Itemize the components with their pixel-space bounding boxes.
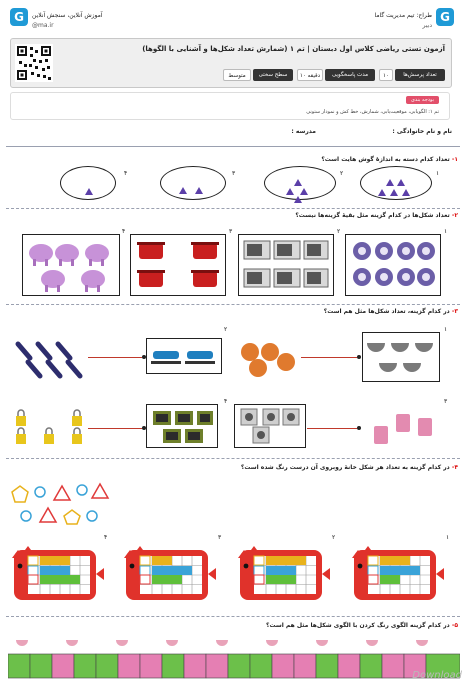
q3-option-4-number: ۴	[224, 398, 228, 405]
info-box	[10, 92, 450, 120]
site-url[interactable]: @ma.ir	[32, 22, 54, 29]
question-5-number: ۵-	[451, 622, 458, 629]
q4-option-1-number: ۱	[446, 534, 450, 541]
teddy-bear-icon	[236, 338, 300, 378]
difficulty-label: سطح سختی	[253, 69, 293, 81]
connector-line	[88, 428, 142, 429]
q2-option-4-number: ۴	[122, 228, 126, 235]
exam-title: آزمون تستی ریاضی کلاس اول دبستان | تم ۱ (شمارش تعداد شکل‌ها و آشنایی با الگوها)	[142, 45, 445, 53]
q1-option-3-number: ۳	[232, 170, 236, 177]
q3-option-1-right[interactable]	[362, 332, 440, 382]
divider	[6, 458, 460, 459]
q1-option-4[interactable]	[60, 166, 116, 200]
flashlight-icon	[12, 336, 86, 382]
question-2	[295, 212, 458, 220]
q1-option-2[interactable]	[264, 166, 336, 200]
watermark: Download	[412, 670, 462, 681]
question-4-number: ۴-	[451, 464, 458, 471]
bowl-icon	[363, 333, 439, 381]
divider	[6, 146, 460, 147]
questions-count-label: تعداد پرسش‌ها	[395, 69, 445, 81]
q3-option-4-left[interactable]	[10, 404, 88, 448]
question-1-number: ۱-	[451, 156, 458, 163]
question-5-text: در کدام گزینه الگوی رنگ کردن با الگوی شکل‌ها مثل هم است؟	[266, 622, 450, 629]
q1-option-3[interactable]	[160, 166, 226, 200]
q2-option-1-number: ۱	[444, 228, 448, 235]
q4-answer-grids	[8, 544, 460, 606]
q4-option-3-number: ۳	[218, 534, 222, 541]
question-1-text: تعداد کدام دسته به اندازهٔ گوش هایت است؟	[321, 156, 450, 163]
question-4-text: در کدام گزینه به تعداد هر شکل خانهٔ روبروی آن درست رنگ شده است؟	[240, 464, 450, 471]
q2-option-2[interactable]	[238, 234, 334, 296]
q2-option-2-number: ۲	[337, 228, 341, 235]
designer-sub: دبیر	[422, 22, 432, 29]
connector-line	[301, 357, 357, 358]
divider	[6, 616, 460, 617]
q1-option-1-number: ۱	[436, 170, 440, 177]
washing-machine-icon	[235, 405, 305, 447]
q3-option-2-left[interactable]	[12, 336, 86, 382]
q3-option-3-right[interactable]	[362, 404, 440, 450]
exam-header	[10, 38, 452, 88]
question-3	[324, 308, 458, 316]
q3-option-1-left[interactable]	[236, 338, 300, 378]
tv-icon	[147, 405, 217, 447]
brand-logo-left: G	[10, 8, 28, 26]
divider	[6, 304, 460, 305]
q3-option-2-right[interactable]	[146, 338, 222, 374]
microwave-icon	[239, 235, 333, 295]
q4-option-2-number: ۲	[332, 534, 336, 541]
question-5	[266, 622, 458, 630]
site-tagline: آموزش آنلاین، سنجش آنلاین	[32, 12, 103, 19]
q3-option-3-number: ۳	[444, 398, 448, 405]
brand-logo-right: G	[436, 8, 454, 26]
question-2-text: تعداد شکل‌ها در کدام گزینه مثل بقیهٔ گزینه‌ها نیست؟	[295, 212, 450, 219]
q2-option-3-number: ۳	[229, 228, 233, 235]
q3-option-2-number: ۲	[224, 326, 228, 333]
q1-option-2-number: ۲	[340, 170, 344, 177]
q1-option-4-number: ۴	[124, 170, 128, 177]
connector-line	[307, 428, 357, 429]
q2-option-4[interactable]	[22, 234, 120, 296]
divider	[6, 208, 460, 209]
budget-text: تم ۱: الگویابی، موقعیت‌یابی، شمارش، خط کش و نمودار ستونی	[306, 109, 439, 115]
question-1	[321, 156, 458, 164]
time-label: مدت پاسخگویی	[325, 69, 375, 81]
q3-option-4-right[interactable]	[146, 404, 218, 448]
pot-icon	[131, 235, 225, 295]
questions-count-value: ۱۰	[379, 69, 393, 81]
designer-credit: طراح: تیم مدیریت گاما	[374, 12, 432, 19]
fan-icon	[346, 235, 440, 295]
lock-icon	[10, 404, 88, 448]
time-value: ۱۰ دقیقه	[297, 69, 323, 81]
q5-pattern-strip	[8, 636, 460, 684]
q2-option-3[interactable]	[130, 234, 226, 296]
connector-line	[88, 357, 142, 358]
shapes-cluster-icon	[6, 476, 110, 528]
school-field[interactable]: مدرسه :	[291, 128, 316, 135]
q3-option-3-left[interactable]	[234, 404, 306, 448]
budget-tag: بودجه بندی	[406, 96, 439, 104]
q2-option-1[interactable]	[345, 234, 441, 296]
elephant-icon	[23, 235, 119, 295]
suitcase-icon	[362, 404, 440, 450]
question-3-text: در کدام گزینه، تعداد شکل‌ها مثل هم است؟	[323, 308, 450, 315]
question-3-number: ۳-	[451, 308, 458, 315]
qr-code-icon	[15, 44, 53, 82]
stapler-icon	[147, 339, 221, 373]
question-2-number: ۲-	[451, 212, 458, 219]
name-field[interactable]: نام و نام خانوادگی :	[392, 128, 452, 135]
q3-option-1-number: ۱	[444, 326, 448, 333]
difficulty-value: متوسط	[223, 69, 251, 81]
question-4	[241, 464, 458, 472]
q1-option-1[interactable]	[360, 166, 432, 200]
q4-option-4-number: ۴	[104, 534, 108, 541]
